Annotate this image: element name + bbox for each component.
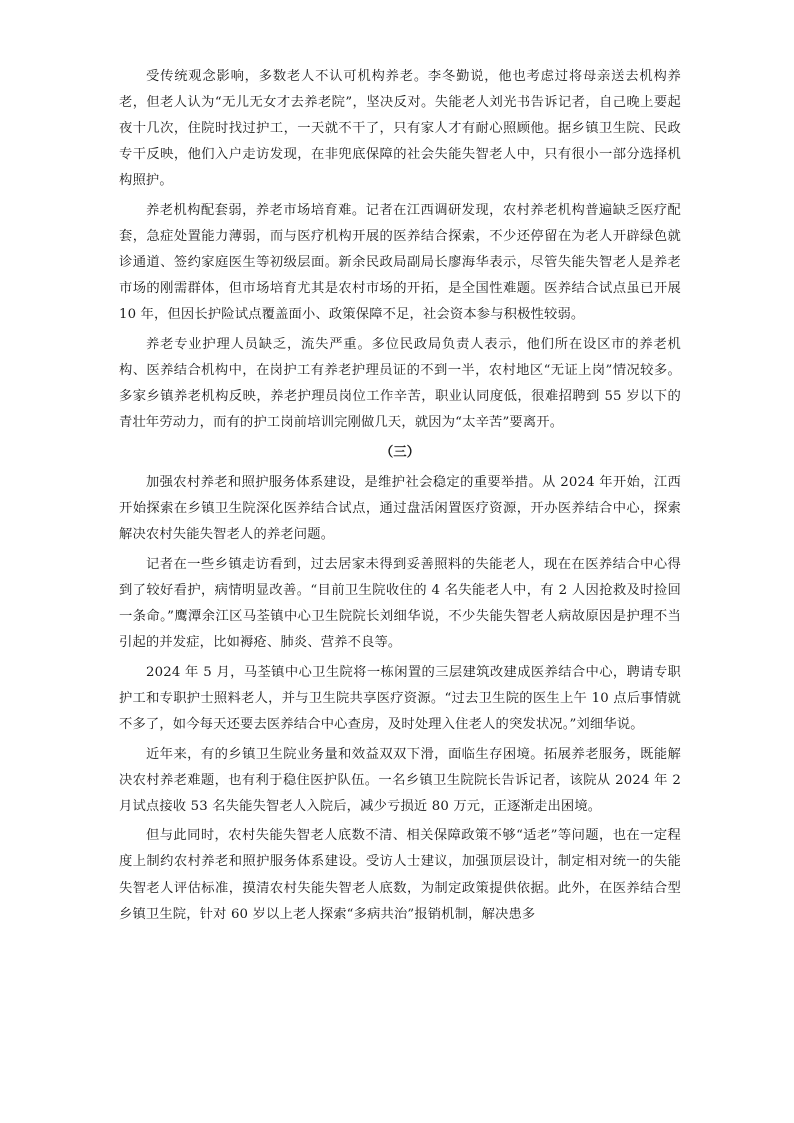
paragraph-traditional-views: 受传统观念影响，多数老人不认可机构养老。李冬勤说，他也考虑过将母亲送去机构养老，但老人认为“无儿无女才去养老院”，坚决反对。失能老人刘光书告诉记者，自己晚上要起夜十几次，住院时找过护工，一天就不干了，只有家人才有耐心照顾他。据乡镇卫生院、民政专干反映，他们入户走访发现，在非兜底保障的社会失能失智老人中，只有很小一部分选择机构照护。 — [119, 69, 681, 189]
document-page — [119, 64, 681, 931]
paragraph-clinic-revenue: 近年来，有的乡镇卫生院业务量和效益双双下滑，面临生存困境。拓展养老服务，既能解决农村养老难题，也有利于稳住医护队伍。一名乡镇卫生院院长告诉记者，该院从 2024 年 2 月试点接收 53 名失能失智老人入院后，减少亏损近 80 万元，正逐渐走出困境。 — [119, 746, 681, 814]
paragraph-strengthen-system: 加强农村养老和照护服务体系建设，是维护社会稳定的重要举措。从 2024 年开始，江西开始探索在乡镇卫生院深化医养结合试点，通过盘活闲置医疗资源，开办医养结合中心，探索解决农村失能失智老人的养老问题。 — [119, 474, 681, 542]
paragraph-maquan-center: 2024 年 5 月，马荃镇中心卫生院将一栋闲置的三层建筑改建成医养结合中心，聘请专职护工和专职护士照料老人，并与卫生院共享医疗资源。“过去卫生院的医生上午 10 点后事情就不多了，如今每天还要去医养结合中心查房，及时处理入住老人的突发状况。”刘细华说。 — [119, 664, 681, 732]
paragraph-weak-institutions: 养老机构配套弱，养老市场培育难。记者在江西调研发现，农村养老机构普遍缺乏医疗配套，急症处置能力薄弱，而与医疗机构开展的医养结合探索，不少还停留在为老人开辟绿色就诊通道、签约家庭医生等初级层面。新余民政局副局长廖海华表示，尽管失能失智老人是养老市场的刚需群体，但市场培育尤其是农村市场的开拓，是全国性难题。医养结合试点虽已开展 10 年，但因长护险试点覆盖面小、政策保障不足，社会资本参与积极性较弱。 — [119, 203, 681, 323]
paragraph-staff-shortage: 养老专业护理人员缺乏，流失严重。多位民政局负责人表示，他们所在设区市的养老机构、医养结合机构中，在岗护工有养老护理员证的不到一半，农村地区“无证上岗”情况较多。多家乡镇养老机构反映，养老护理员岗位工作辛苦，职业认同度低，很难招聘到 55 岁以下的青壮年劳动力，而有的护工岗前培训完刚做几天，就因为“太辛苦”要离开。 — [119, 337, 681, 431]
section-heading: （三） — [380, 445, 420, 461]
paragraph-policy-suggestions: 但与此同时，农村失能失智老人底数不清、相关保障政策不够“适老”等问题，也在一定程度上制约农村养老和照护服务体系建设。受访人士建议，加强顶层设计，制定相对统一的失能失智老人评估标准，摸清农村失能失智老人底数，为制定政策提供依据。此外，在医养结合型乡镇卫生院，针对 60 岁以上老人探索“多病共治”报销机制，解决患多 — [119, 828, 681, 922]
paragraph-field-visit: 记者在一些乡镇走访看到，过去居家未得到妥善照料的失能老人，现在在医养结合中心得到了较好看护，病情明显改善。“目前卫生院收住的 4 名失能老人中，有 2 人因抢救及时捡回一条命。”鹰潭余江区马荃镇中心卫生院院长刘细华说，不少失能失智老人病故原因是护理不当引起的并发症，比如褥疮、肺炎、营养不良等。 — [119, 556, 681, 650]
